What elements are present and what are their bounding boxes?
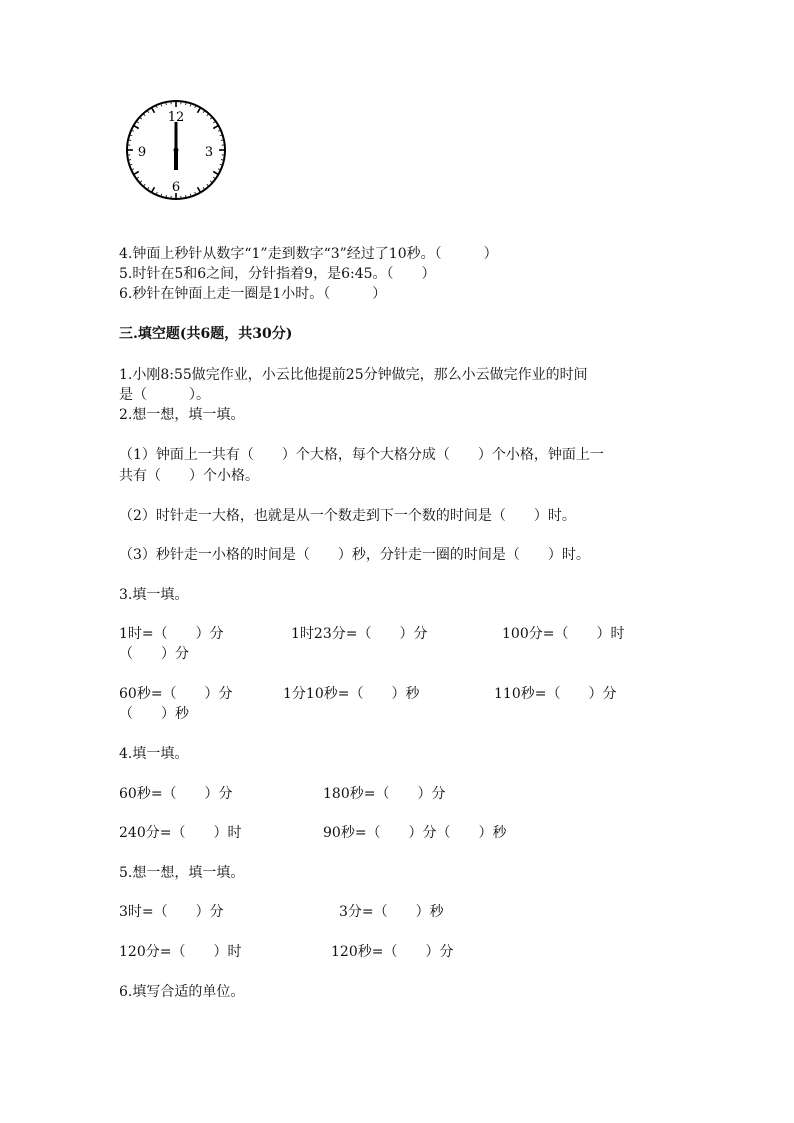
clock-figure (124, 98, 228, 202)
fill-q2-title: 2.想一想，填一填。 (119, 407, 245, 423)
fill-q3-row1-continuation: （ ）分 (119, 646, 189, 662)
fill-q3-title: 3.填一填。 (119, 587, 189, 603)
fill-q4-title: 4.填一填。 (119, 746, 189, 762)
judge-question-4: 4.钟面上秒针从数字“1”走到数字“3”经过了10秒。（ ） (119, 246, 498, 262)
fill-q3-row1-c: 100分=（ ）时 (502, 626, 625, 642)
fill-q3-row1-a: 1时=（ ）分 (119, 626, 224, 642)
fill-q2-part1-line1: （1）钟面上一共有（ ）个大格，每个大格分成（ ）个小格，钟面上一 (119, 447, 604, 463)
clock-number-12: 12 (167, 110, 185, 125)
judge-question-5: 5.时针在5和6之间，分针指着9，是6:45。（ ） (119, 266, 436, 282)
fill-q1-line2: 是（ ）。 (119, 387, 210, 403)
fill-q3-row2-c: 110秒=（ ）分 (494, 686, 617, 702)
clock-number-9: 9 (137, 145, 147, 160)
fill-q4-row1-b: 180秒=（ ）分 (323, 786, 446, 802)
fill-q2-part1-line2: 共有（ ）个小格。 (119, 468, 259, 484)
fill-q5-row1-b: 3分=（ ）秒 (339, 904, 444, 920)
clock-number-6: 6 (171, 180, 181, 195)
fill-q5-title: 5.想一想，填一填。 (119, 865, 245, 881)
fill-q5-row2-a: 120分=（ ）时 (119, 944, 242, 960)
clock-center-pin (174, 148, 179, 153)
fill-q3-row1-b: 1时23分=（ ）分 (291, 626, 428, 642)
fill-q4-row1-a: 60秒=（ ）分 (119, 786, 233, 802)
fill-q4-row2-b: 90秒=（ ）分（ ）秒 (323, 825, 507, 841)
fill-q5-row2-b: 120秒=（ ）分 (331, 944, 454, 960)
fill-q3-row2-b: 1分10秒=（ ）秒 (283, 686, 420, 702)
clock-number-3: 3 (204, 145, 214, 160)
judge-question-6: 6.秒针在钟面上走一圈是1小时。（ ） (119, 286, 387, 302)
fill-q5-row1-a: 3时=（ ）分 (119, 904, 224, 920)
fill-q4-row2-a: 240分=（ ）时 (119, 825, 242, 841)
fill-q3-row2-continuation: （ ）秒 (119, 706, 189, 722)
fill-q2-part3: （3）秒针走一小格的时间是（ ）秒，分针走一圈的时间是（ ）时。 (119, 547, 590, 563)
fill-q2-part2: （2）时针走一大格，也就是从一个数走到下一个数的时间是（ ）时。 (119, 508, 576, 524)
fill-q3-row2-a: 60秒=（ ）分 (119, 686, 233, 702)
section-3-heading: 三.填空题(共6题，共30分) (119, 326, 293, 342)
fill-q1-line1: 1.小刚8:55做完作业，小云比他提前25分钟做完，那么小云做完作业的时间 (119, 367, 588, 383)
fill-q6-title: 6.填写合适的单位。 (119, 984, 245, 1000)
